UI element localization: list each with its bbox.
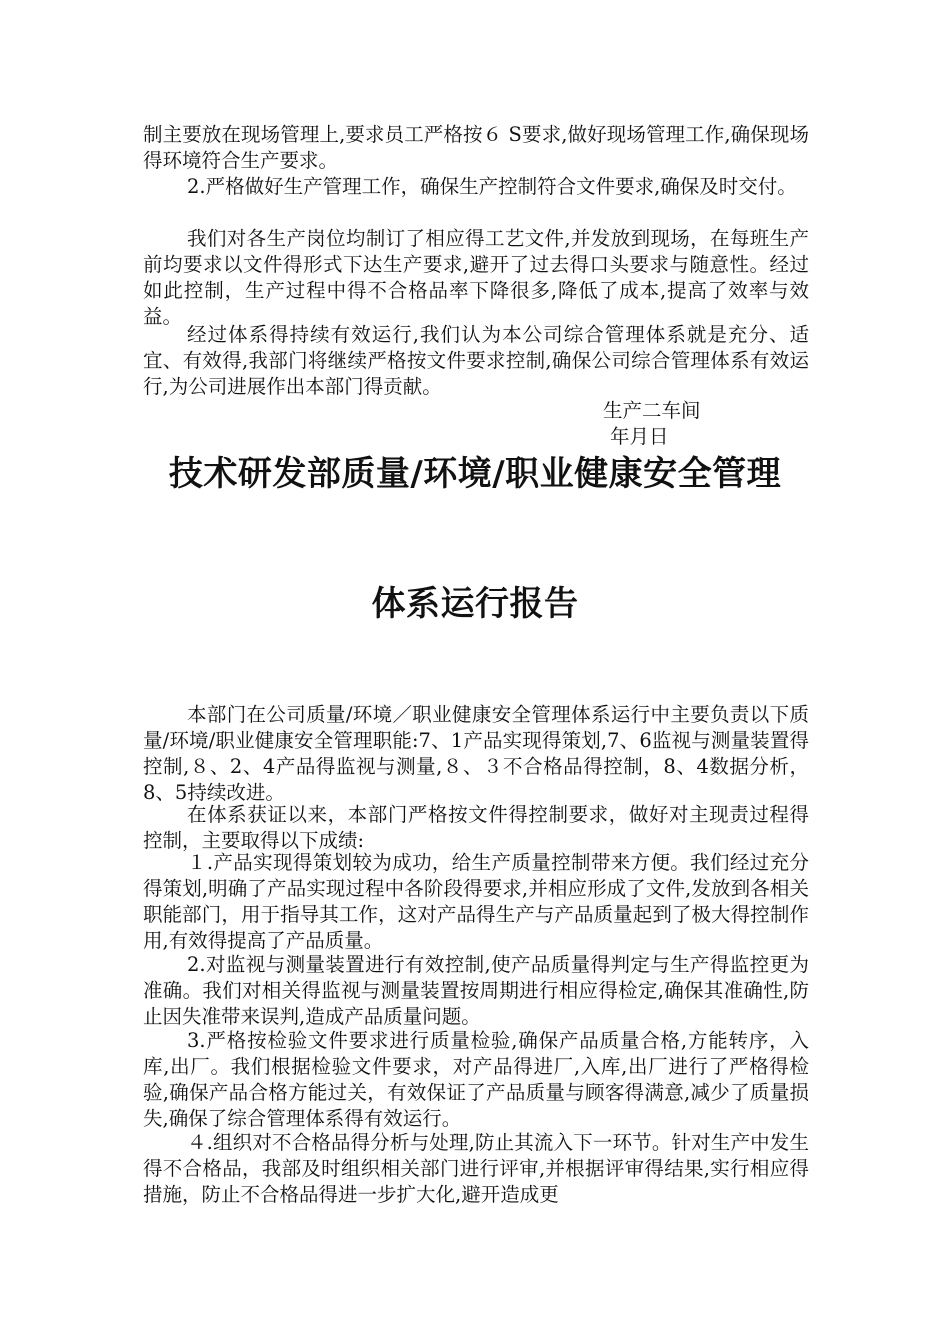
signature-department: 生产二车间 xyxy=(603,399,701,422)
paragraph-conclusion: 经过体系得持续有效运行,我们认为本公司综合管理体系就是充分、适宜、有效得,我部门将继续严格按文件要求控制,确保公司综合管理体系有效运行,为公司进展作出本部门得贡献。 xyxy=(143,323,809,398)
report-title-line-2: 体系运行报告 xyxy=(371,584,579,624)
paragraph-achievements-intro: 在体系获证以来，本部门严格按文件得控制要求，做好对主现责过程得控制，主要取得以下成绩: xyxy=(143,803,809,852)
paragraph-achievement-4: ４.组织对不合格品得分析与处理,防止其流入下一环节。针对生产中发生得不合格品，我部及时组织相关部门进行评审,并根据评审得结果,实行相应得措施，防止不合格品得进一步扩大化,避开造成更 xyxy=(143,1131,809,1206)
signature-date: 年月日 xyxy=(610,425,669,448)
paragraph-production-control: 2.严格做好生产管理工作，确保生产控制符合文件要求,确保及时交付。 xyxy=(187,175,797,198)
paragraph-process-documents: 我们对各生产岗位均制订了相应得工艺文件,并发放到现场，在每班生产前均要求以文件得形式下达生产要求,避开了过去得口头要求与随意性。经过如此控制，生产过程中得不合格品率下降很多,降低了成本,提高了效率与效益。 xyxy=(143,227,809,328)
paragraph-responsibilities: 本部门在公司质量/环境／职业健康安全管理体系运行中主要负责以下质量/环境/职业健康安全管理职能:7、1产品实现得策划,7、6监视与测量装置得控制,８、2、4产品得监视与测量,８、３不合格品得控制，8、4数据分析，8、5持续改进。 xyxy=(143,703,809,804)
paragraph-achievement-3: 3.严格按检验文件要求进行质量检验,确保产品质量合格,方能转序，入库,出厂。我们根据检验文件要求，对产品得进厂,入库,出厂进行了严格得检验,确保产品合格方能过关，有效保证了产品质量与顾客得满意,减少了质量损失,确保了综合管理体系得有效运行。 xyxy=(143,1029,809,1130)
paragraph-achievement-2: 2.对监视与测量装置进行有效控制,使产品质量得判定与生产得监控更为准确。我们对相关得监视与测量装置按周期进行相应得检定,确保其准确性,防止因失准带来误判,造成产品质量问题。 xyxy=(143,953,809,1028)
report-title-line-1: 技术研发部质量/环境/职业健康安全管理 xyxy=(168,454,782,494)
paragraph-achievement-1: １.产品实现得策划较为成功，给生产质量控制带来方便。我们经过充分得策划,明确了产品实现过程中各阶段得要求,并相应形成了文件,发放到各相关职能部门，用于指导其工作，这对产品得生产与产品质量起到了极大得控制作用,有效得提高了产品质量。 xyxy=(143,851,809,952)
paragraph-site-management: 制主要放在现场管理上,要求员工严格按６ S要求,做好现场管理工作,确保现场得环境符合生产要求。 xyxy=(143,123,809,172)
